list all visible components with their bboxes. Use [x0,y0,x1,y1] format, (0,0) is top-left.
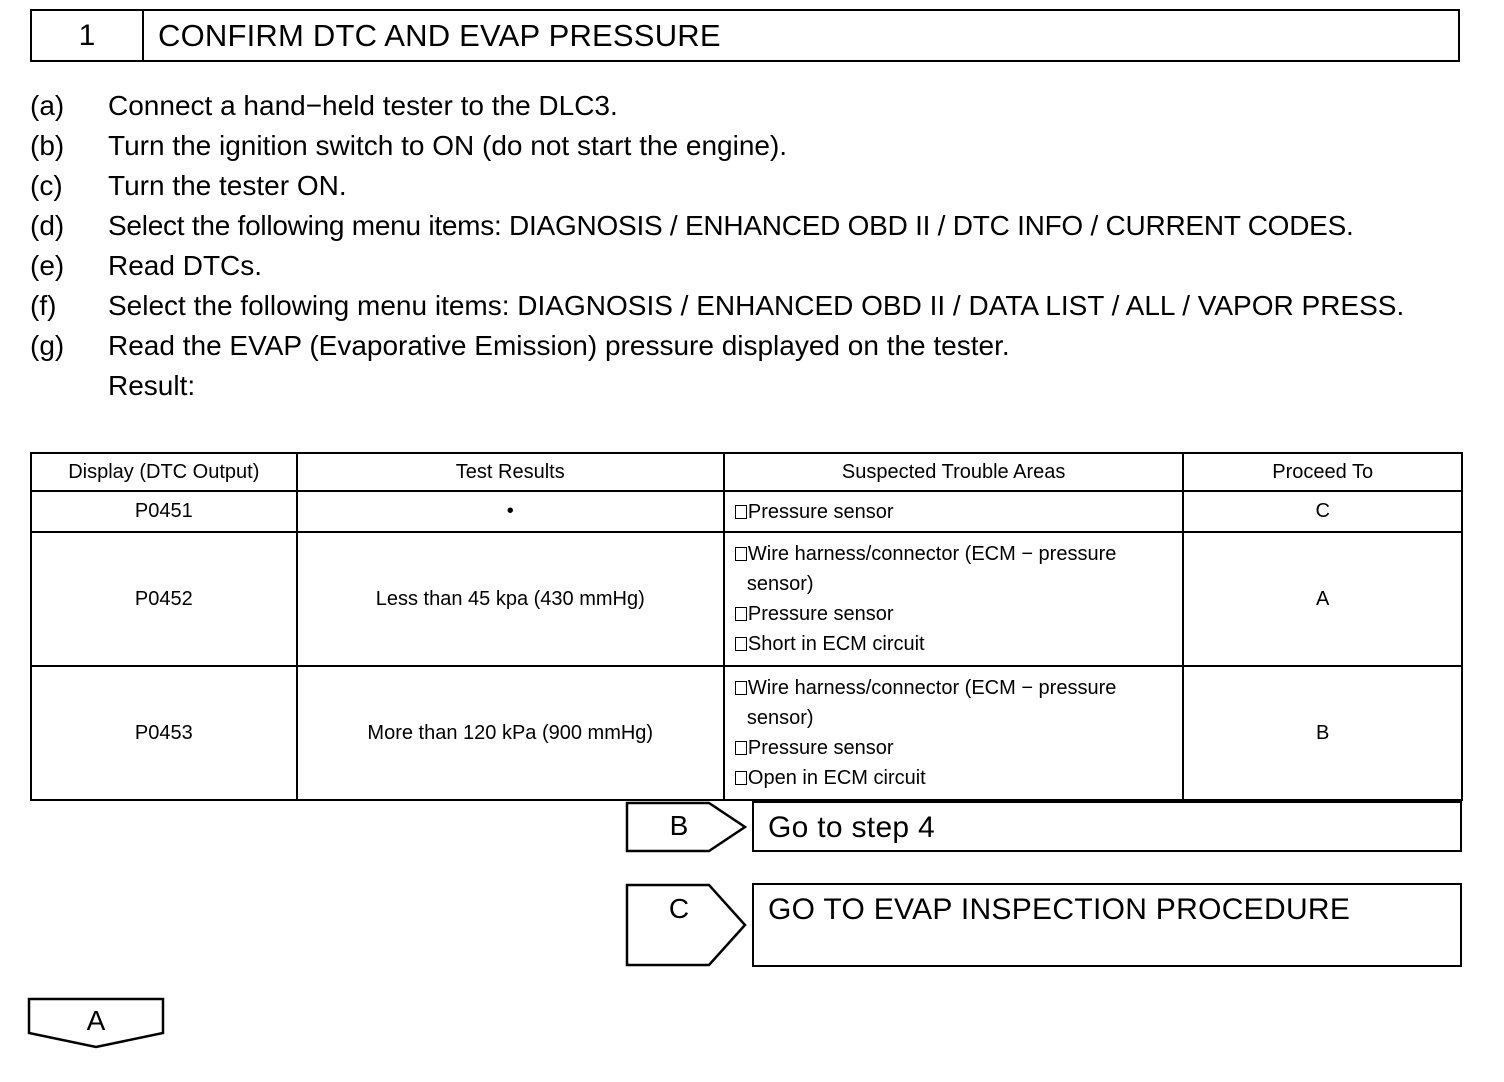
trouble-areas [724,666,1183,800]
tag-letter: A [86,1005,106,1036]
checkbox-icon [735,771,747,785]
checkbox-icon [735,607,747,621]
step-label: (a) [30,90,65,121]
step-title: CONFIRM DTC AND EVAP PRESSURE [158,17,721,53]
trouble-areas [724,491,1183,532]
trouble-area-item [735,763,1174,793]
flow-text: Go to step 4 [768,811,936,844]
step-label: (b) [30,130,65,161]
test-result: Less than 45 kpa (430 mmHg) [297,532,724,666]
trouble-area-text: Pressure sensor [747,737,894,759]
step-header [30,9,1460,62]
step-number: 1 [32,11,144,60]
header-display: Display (DTC Output) [31,453,297,491]
proceed-to: A [1183,532,1462,666]
trouble-area-item [735,629,1174,659]
table-row [31,666,1462,800]
procedure-step [30,126,1462,166]
checkbox-icon [735,681,747,695]
test-result: • [297,491,724,532]
checkbox-icon [735,741,747,755]
trouble-area-text: sensor) [746,707,814,729]
step-label: (d) [30,210,65,241]
trouble-area-text: Short in ECM circuit [747,633,925,655]
result-c-tag [625,883,749,968]
trouble-area-item [735,733,1174,763]
step-text: Turn the tester ON. [108,170,347,201]
trouble-area-text: sensor) [746,573,814,595]
checkbox-icon [735,637,747,651]
trouble-area-text: Wire harness/connector (ECM − pressure [747,677,1117,699]
trouble-area-text: Pressure sensor [747,500,894,523]
procedure-step [30,166,1462,206]
table-row [31,532,1462,666]
trouble-areas [724,532,1183,666]
table-header-row [31,453,1462,491]
dtc-result-table [30,452,1463,801]
header-proceed-to: Proceed To [1183,453,1462,491]
proceed-to: C [1183,491,1462,532]
trouble-area-item [735,539,1174,569]
test-result: More than 120 kPa (900 mmHg) [297,666,724,800]
step-text: Read DTCs. [108,250,263,281]
trouble-area-text: Wire harness/connector (ECM − pressure [747,543,1117,565]
trouble-area-item [735,599,1174,629]
checkbox-icon [735,505,747,519]
result-label: Result: [108,370,196,401]
dtc-code: P0452 [31,532,297,666]
step-label: (f) [30,290,57,321]
procedure-step [30,326,1462,366]
procedure-step [30,86,1462,126]
checkbox-icon [735,547,747,561]
step-text: Select the following menu items: DIAGNOSIS / ENHANCED OBD II / DTC INFO / CURRENT CODES. [108,210,1354,241]
dtc-code: P0453 [31,666,297,800]
result-a-tag [27,997,167,1051]
trouble-area-item [735,497,1174,527]
flow-text: GO TO EVAP INSPECTION PROCEDURE [768,893,1351,926]
evap-inspection-box [752,883,1462,967]
header-trouble-areas: Suspected Trouble Areas [724,453,1183,491]
tag-letter: C [668,893,690,924]
header-test-results: Test Results [297,453,724,491]
result-b-tag [625,801,749,853]
proceed-to: B [1183,666,1462,800]
trouble-area-item [735,673,1174,703]
step-text: Connect a hand−held tester to the DLC3. [108,90,618,121]
go-to-step-4-box [752,801,1462,852]
step-label: (g) [30,330,65,361]
trouble-area-text: Open in ECM circuit [747,767,926,789]
procedure-step [30,206,1462,246]
trouble-area-text: Pressure sensor [747,603,894,625]
procedure-step [30,246,1462,286]
step-label: (e) [30,250,65,281]
step-text: Turn the ignition switch to ON (do not start the engine). [108,130,788,161]
dtc-code: P0451 [31,491,297,532]
step-text: Read the EVAP (Evaporative Emission) pressure displayed on the tester. [108,330,1010,361]
table-row [31,491,1462,532]
step-text: Select the following menu items: DIAGNOSIS / ENHANCED OBD II / DATA LIST / ALL / VAPOR PRESS. [108,290,1405,321]
step-label: (c) [30,170,63,201]
procedure-steps [30,86,1462,406]
procedure-step [30,286,1462,326]
tag-letter: B [669,810,689,841]
